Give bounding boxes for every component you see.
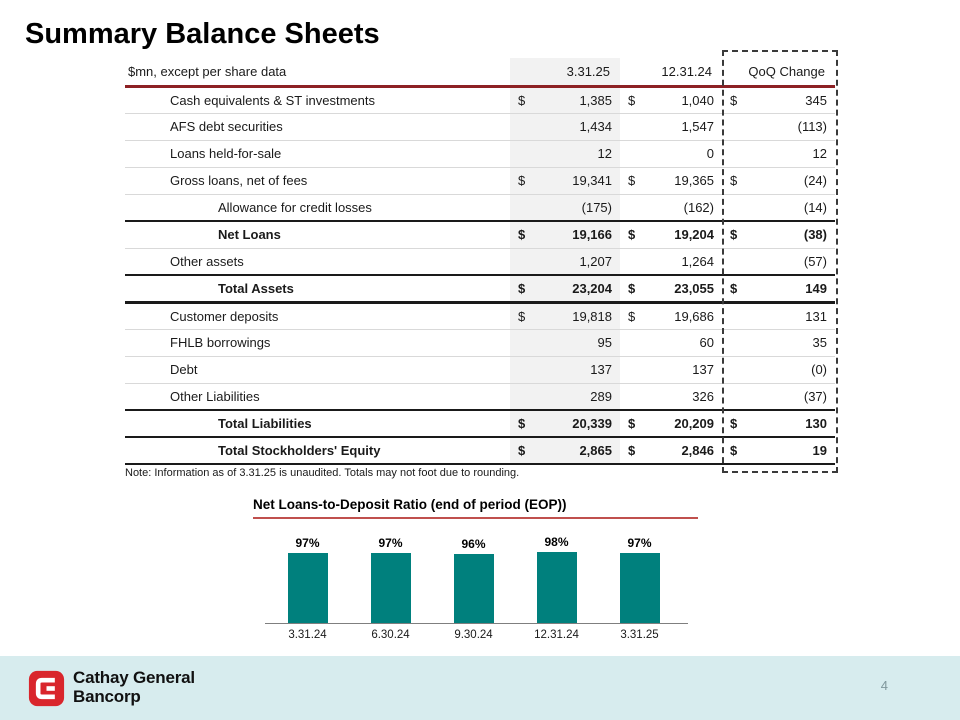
value-number: 326 xyxy=(692,388,714,404)
currency-symbol: $ xyxy=(518,443,526,458)
row-value xyxy=(722,248,835,275)
table-row xyxy=(125,329,835,356)
row-value xyxy=(620,302,722,329)
row-value xyxy=(620,113,722,140)
value-number: 23,204 xyxy=(572,280,612,296)
row-value xyxy=(620,329,722,356)
table-header-col2: 12.31.24 xyxy=(620,58,722,86)
row-value xyxy=(620,221,722,248)
row-label: Net Loans xyxy=(125,221,510,248)
bar xyxy=(288,553,328,623)
value-number: 1,434 xyxy=(579,119,612,134)
row-value xyxy=(722,86,835,113)
value-number: 19,341 xyxy=(572,173,612,188)
value-number: 345 xyxy=(805,92,827,108)
table-header-col3: QoQ Change xyxy=(722,58,835,86)
row-value xyxy=(722,113,835,140)
table-row xyxy=(125,221,835,248)
currency-symbol: $ xyxy=(628,173,636,188)
value-number: 2,846 xyxy=(681,443,714,458)
row-value xyxy=(620,167,722,194)
row-value xyxy=(510,383,620,410)
value-number: (14) xyxy=(803,199,827,215)
row-value xyxy=(722,383,835,410)
table-header-label: $mn, except per share data xyxy=(125,58,510,86)
value-number: 130 xyxy=(805,416,827,431)
currency-symbol: $ xyxy=(518,416,526,431)
row-value xyxy=(510,302,620,329)
chart-title: Net Loans-to-Deposit Ratio (end of period (EOP)) xyxy=(253,497,698,519)
row-value xyxy=(722,140,835,167)
table-row xyxy=(125,275,835,302)
row-label: Gross loans, net of fees xyxy=(125,167,510,194)
bar-value-label: 97% xyxy=(627,536,652,550)
bar-column xyxy=(266,536,349,623)
row-value xyxy=(510,86,620,113)
balance-sheet-table xyxy=(125,58,835,465)
table-row xyxy=(125,113,835,140)
row-value xyxy=(620,248,722,275)
row-value xyxy=(722,221,835,248)
row-label: Debt xyxy=(125,356,510,383)
currency-symbol: $ xyxy=(518,92,526,108)
row-value xyxy=(510,221,620,248)
value-number: 19,686 xyxy=(674,308,714,324)
value-number: 35 xyxy=(812,335,827,350)
company-name-line1: Cathay General xyxy=(73,668,195,688)
value-number: 1,207 xyxy=(579,253,612,269)
value-number: (162) xyxy=(683,199,714,215)
row-value xyxy=(722,275,835,302)
bar xyxy=(620,553,660,623)
value-number: 0 xyxy=(706,146,714,161)
row-label: Other Liabilities xyxy=(125,383,510,410)
row-value xyxy=(620,383,722,410)
chart-bars xyxy=(266,519,685,623)
currency-symbol: $ xyxy=(628,92,636,108)
currency-symbol: $ xyxy=(730,173,738,188)
value-number: (0) xyxy=(811,362,827,377)
row-label: Allowance for credit losses xyxy=(125,194,510,221)
row-value xyxy=(510,437,620,464)
page-number: 4 xyxy=(880,678,888,693)
value-number: 12 xyxy=(812,146,827,161)
currency-symbol: $ xyxy=(628,308,636,324)
bar-value-label: 97% xyxy=(295,536,320,550)
value-number: 12 xyxy=(597,146,612,161)
row-label: FHLB borrowings xyxy=(125,329,510,356)
row-value xyxy=(620,356,722,383)
value-number: 19,818 xyxy=(572,308,612,324)
value-number: 2,865 xyxy=(579,443,612,458)
row-value xyxy=(722,437,835,464)
value-number: 23,055 xyxy=(674,280,714,296)
row-value xyxy=(722,329,835,356)
value-number: 20,209 xyxy=(674,416,714,431)
value-number: 137 xyxy=(692,362,714,377)
chart-x-axis xyxy=(265,623,688,624)
row-value xyxy=(510,248,620,275)
row-value xyxy=(620,140,722,167)
bar xyxy=(371,553,411,623)
row-value xyxy=(722,167,835,194)
table-row xyxy=(125,356,835,383)
value-number: (175) xyxy=(581,199,612,215)
table-note: Note: Information as of 3.31.25 is unaudited. Totals may not foot due to rounding. xyxy=(125,467,520,479)
table-row xyxy=(125,194,835,221)
row-value xyxy=(510,275,620,302)
table-row xyxy=(125,86,835,113)
currency-symbol: $ xyxy=(518,227,526,243)
row-value xyxy=(620,437,722,464)
value-number: 289 xyxy=(590,388,612,404)
table-row xyxy=(125,302,835,329)
value-number: (57) xyxy=(803,253,827,269)
table-header-col1: 3.31.25 xyxy=(510,58,620,86)
value-number: 60 xyxy=(699,335,714,350)
company-name xyxy=(73,669,195,706)
row-value xyxy=(620,275,722,302)
currency-symbol: $ xyxy=(730,416,738,431)
chart-x-labels xyxy=(266,629,685,641)
table-row xyxy=(125,410,835,437)
row-label: Other assets xyxy=(125,248,510,275)
currency-symbol: $ xyxy=(628,416,636,431)
row-value xyxy=(510,140,620,167)
x-axis-label: 3.31.25 xyxy=(620,629,659,641)
x-axis-label: 3.31.24 xyxy=(288,629,327,641)
row-label: Total Assets xyxy=(125,275,510,302)
currency-symbol: $ xyxy=(730,443,738,458)
currency-symbol: $ xyxy=(730,92,738,108)
row-value xyxy=(620,86,722,113)
bar-value-label: 96% xyxy=(461,537,486,551)
row-value xyxy=(620,410,722,437)
row-value xyxy=(620,194,722,221)
row-value xyxy=(722,194,835,221)
x-axis-label: 12.31.24 xyxy=(534,629,579,641)
footer-bar xyxy=(0,656,960,720)
value-number: 1,040 xyxy=(681,92,714,108)
x-axis-label: 9.30.24 xyxy=(454,629,493,641)
value-number: (37) xyxy=(803,388,827,404)
row-label: Customer deposits xyxy=(125,302,510,329)
bar xyxy=(537,552,577,623)
bar-column xyxy=(432,537,515,623)
table-row xyxy=(125,248,835,275)
value-number: (113) xyxy=(797,119,827,134)
row-value xyxy=(722,410,835,437)
currency-symbol: $ xyxy=(628,280,636,296)
x-axis-label: 6.30.24 xyxy=(371,629,410,641)
table-row xyxy=(125,437,835,464)
row-label: Cash equivalents & ST investments xyxy=(125,86,510,113)
value-number: 19,365 xyxy=(674,173,714,188)
cathay-logo-icon xyxy=(28,670,65,707)
currency-symbol: $ xyxy=(628,443,636,458)
currency-symbol: $ xyxy=(730,227,738,243)
row-label: Total Liabilities xyxy=(125,410,510,437)
row-value xyxy=(510,356,620,383)
value-number: 19,204 xyxy=(674,227,714,243)
value-number: 1,264 xyxy=(681,253,714,269)
value-number: 131 xyxy=(805,308,827,324)
row-value xyxy=(510,329,620,356)
value-number: 1,385 xyxy=(579,92,612,108)
value-number: 19,166 xyxy=(572,227,612,243)
value-number: 137 xyxy=(590,362,612,377)
row-label: Total Stockholders' Equity xyxy=(125,437,510,464)
table-row xyxy=(125,383,835,410)
row-value xyxy=(510,113,620,140)
currency-symbol: $ xyxy=(518,308,526,324)
value-number: (24) xyxy=(803,173,827,188)
bar-value-label: 97% xyxy=(378,536,403,550)
currency-symbol: $ xyxy=(628,227,636,243)
currency-symbol: $ xyxy=(730,280,738,296)
value-number: (38) xyxy=(803,227,827,243)
company-name-line2: Bancorp xyxy=(73,687,141,706)
row-value xyxy=(510,410,620,437)
row-value xyxy=(722,302,835,329)
value-number: 20,339 xyxy=(572,416,612,431)
row-value xyxy=(510,194,620,221)
bar-column xyxy=(598,536,681,623)
value-number: 19 xyxy=(812,443,827,458)
value-number: 95 xyxy=(597,335,612,350)
table-row xyxy=(125,167,835,194)
table-header-row xyxy=(125,58,835,86)
value-number: 1,547 xyxy=(681,119,714,134)
value-number: 149 xyxy=(805,280,827,296)
row-value xyxy=(722,356,835,383)
page-title: Summary Balance Sheets xyxy=(25,18,380,50)
row-label: AFS debt securities xyxy=(125,113,510,140)
bar-column xyxy=(515,535,598,623)
row-label: Loans held-for-sale xyxy=(125,140,510,167)
table-row xyxy=(125,140,835,167)
bar-value-label: 98% xyxy=(544,535,569,549)
row-value xyxy=(510,167,620,194)
currency-symbol: $ xyxy=(518,280,526,296)
bar xyxy=(454,554,494,623)
bar-column xyxy=(349,536,432,623)
loans-to-deposit-chart xyxy=(253,497,698,641)
currency-symbol: $ xyxy=(518,173,526,188)
